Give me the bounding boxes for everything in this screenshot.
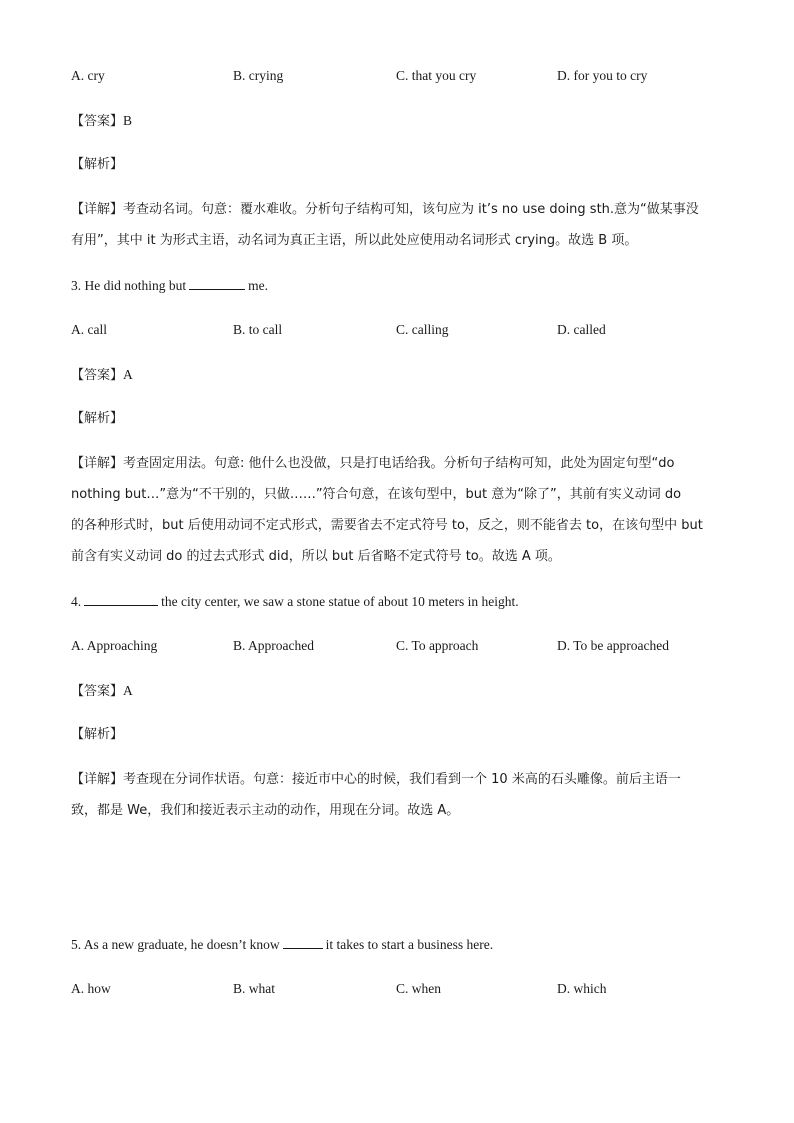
q5-blank: [283, 935, 323, 949]
answer-value: B: [123, 113, 133, 128]
q3-detail-line-1: 【详解】考查固定用法。句意: 他什么也没做，只是打电话给我。分析句子结构可知，此处为固定句型“do: [71, 456, 675, 471]
q4-option-a: A. Approaching: [71, 638, 158, 653]
q2-analysis-label: 【解析】: [71, 157, 124, 172]
q3-detail-line-2: nothing but…”意为“不干别的，只做……”符合句意，在该句型中，but 意为“除了”，其前有实义动词 do: [71, 487, 682, 502]
q3-analysis-label: 【解析】: [71, 411, 124, 426]
answer-value: A: [123, 683, 133, 698]
q3-blank: [189, 276, 245, 290]
q3-detail-line-4: 前含有实义动词 do 的过去式形式 did，所以 but 后省略不定式符号 to。故选 A 项。: [71, 549, 561, 564]
q2-answer: [71, 111, 727, 132]
q5-option-b: B. what: [233, 981, 275, 996]
q3-stem: 3. He did nothing but me.: [71, 278, 268, 293]
q4-option-b: B. Approached: [233, 638, 314, 653]
q3-answer: [71, 365, 727, 386]
detail-label: 【详解】: [71, 202, 124, 217]
q4-detail-line-2: 致，都是 We，我们和接近表示主动的动作，用现在分词。故选 A。: [71, 803, 460, 818]
answer-value: A: [123, 367, 133, 382]
q3-option-b: B. to call: [233, 322, 283, 337]
detail-label: 【详解】: [71, 772, 124, 787]
q3-option-c: C. calling: [396, 322, 449, 337]
q2-option-c: C. that you cry: [396, 68, 477, 83]
q5-option-c: C. when: [396, 981, 441, 996]
q5-stem: 5. As a new graduate, he doesn’t know it takes to start a business here.: [71, 937, 494, 952]
answer-label: 【答案】: [71, 368, 124, 383]
q2-option-b: B. crying: [233, 68, 284, 83]
detail-label: 【详解】: [71, 456, 124, 471]
answer-label: 【答案】: [71, 114, 124, 129]
q3-option-d: D. called: [557, 322, 606, 337]
answer-label: 【答案】: [71, 684, 124, 699]
q3-detail-line-3: 的各种形式时，but 后使用动词不定式形式，需要省去不定式符号 to，反之，则不能省去 to，在该句型中 but: [71, 518, 703, 533]
q4-option-d: D. To be approached: [557, 638, 670, 653]
q2-option-d: D. for you to cry: [557, 68, 648, 83]
q4-blank: [84, 592, 158, 606]
q2-option-a: A. cry: [71, 68, 105, 83]
q4-stem: 4. the city center, we saw a stone statue of about 10 meters in height.: [71, 594, 519, 609]
q5-option-a: A. how: [71, 981, 111, 996]
q2-detail-line-1: 【详解】考查动名词。句意：覆水难收。分析句子结构可知，该句应为 it’s no use doing sth.意为“做某事没: [71, 202, 699, 217]
q4-option-c: C. To approach: [396, 638, 479, 653]
q4-analysis-label: 【解析】: [71, 727, 124, 742]
q2-detail-line-2: 有用”，其中 it 为形式主语，动名词为真正主语，所以此处应使用动名词形式 crying。故选 B 项。: [71, 233, 638, 248]
q4-answer: [71, 681, 727, 702]
q5-option-d: D. which: [557, 981, 607, 996]
q4-detail-line-1: 【详解】考查现在分词作状语。句意：接近市中心的时候，我们看到一个 10 米高的石头雕像。前后主语一: [71, 772, 681, 787]
q3-option-a: A. call: [71, 322, 107, 337]
